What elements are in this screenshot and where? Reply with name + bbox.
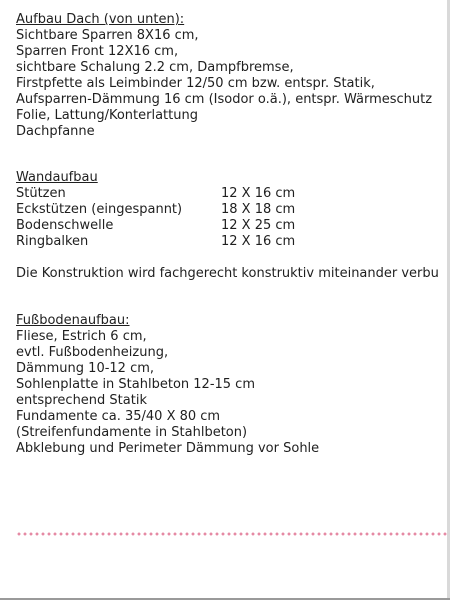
wall-section <box>16 170 450 250</box>
wall-row <box>16 234 450 250</box>
wall-row-dimension: 12 X 16 cm <box>221 186 296 201</box>
floor-line: (Streifenfundamente in Stahlbeton) <box>16 425 248 440</box>
wall-row <box>16 202 450 218</box>
floor-section <box>16 313 450 457</box>
roof-heading: Aufbau Dach (von unten): <box>16 12 185 27</box>
floor-line: Sohlenplatte in Stahlbeton 12-15 cm <box>16 377 255 392</box>
roof-line: Dachpfanne <box>16 124 95 139</box>
wall-row-dimension: 12 X 16 cm <box>221 234 296 249</box>
dotted-divider <box>16 532 450 536</box>
wall-row-name: Bodenschwelle <box>16 218 114 233</box>
wall-row <box>16 186 450 202</box>
floor-line: Fundamente ca. 35/40 X 80 cm <box>16 409 221 424</box>
wall-row-dimension: 18 X 18 cm <box>221 202 296 217</box>
roof-line: Folie, Lattung/Konterlattung <box>16 108 198 123</box>
roof-line: Aufsparren-Dämmung 16 cm (Isodor o.ä.), entspr. Wärmeschutz <box>16 92 433 107</box>
roof-line: sichtbare Schalung 2.2 cm, Dampfbremse, <box>16 60 294 75</box>
floor-heading: Fußbodenaufbau: <box>16 313 130 328</box>
construction-note: Die Konstruktion wird fachgerecht konstruktiv miteinander verbu <box>16 266 439 281</box>
floor-line: Dämmung 10-12 cm, <box>16 361 155 376</box>
floor-line: Fliese, Estrich 6 cm, <box>16 329 147 344</box>
wall-row-name: Ringbalken <box>16 234 89 249</box>
roof-section <box>16 12 450 140</box>
wall-row <box>16 218 450 234</box>
floor-line: entsprechend Statik <box>16 393 147 408</box>
wall-row-name: Stützen <box>16 186 66 201</box>
floor-line: Abklebung und Perimeter Dämmung vor Sohle <box>16 441 320 456</box>
floor-line: evtl. Fußbodenheizung, <box>16 345 169 360</box>
roof-line: Sichtbare Sparren 8X16 cm, <box>16 28 199 43</box>
roof-line: Sparren Front 12X16 cm, <box>16 44 179 59</box>
wall-row-dimension: 12 X 25 cm <box>221 218 296 233</box>
wall-row-name: Eckstützen (eingespannt) <box>16 202 183 217</box>
wall-heading: Wandaufbau <box>16 170 98 185</box>
roof-line: Firstpfette als Leimbinder 12/50 cm bzw. entspr. Statik, <box>16 76 375 91</box>
